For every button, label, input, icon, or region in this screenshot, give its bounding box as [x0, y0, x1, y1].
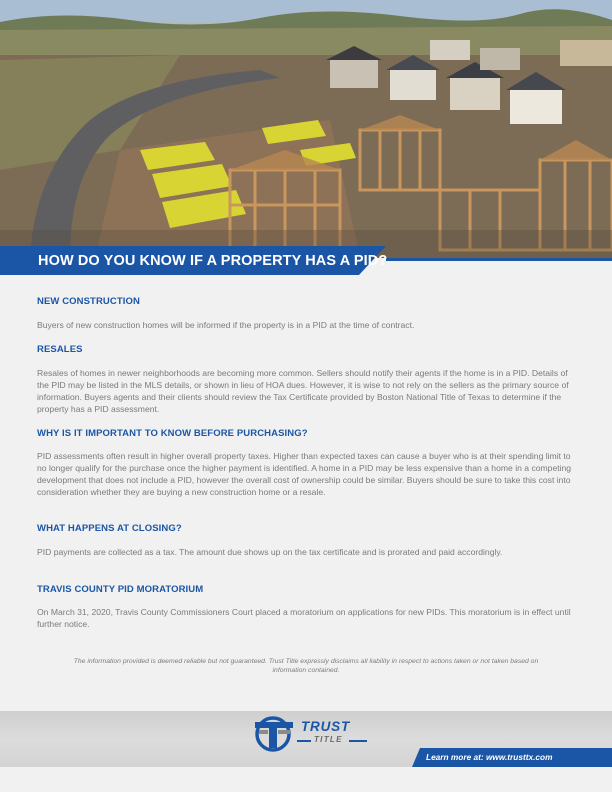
section-heading-closing: WHAT HAPPENS AT CLOSING? — [37, 523, 182, 534]
section-body-travis-county: On March 31, 2020, Travis County Commissioners Court placed a moratorium on applications for new PIDs. This moratorium is in effect until further notice. — [37, 607, 571, 630]
logo-line-right — [349, 740, 367, 742]
section-body-why-important: PID assessments often result in higher overall property taxes. Higher than expected taxes can cause a buyer who is at their spending limit to no longer qualify for the purchase once the higher payment is identified. A home in a PID may be less expensive than a home in a competing development that does not include a PID, however the overall cost of ownership could be similar. Buyers should be sure to take this cost into consideration whether they are buying a new construction home or a resale. — [37, 451, 572, 498]
logo-subtitle-text: TITLE — [314, 735, 343, 744]
disclaimer: The information provided is deemed reliable but not guaranteed. Trust Title expressly disclaims all liability in respect to actions taken or not taken based on information contained. — [73, 658, 539, 674]
logo-subtitle — [297, 734, 369, 746]
section-body-resales: Resales of homes in newer neighborhoods are becoming more common. Sellers should notify their agents if the home is in a PID. Details of the PID may be listed in the MLS details, or shown in lieu of HOA dues. However, it is wise to not rely on the sellers as the primary source of information. Buyers agents and their clients should review the Tax Certificate provided by Boston National Title of Texas to determine if the property has a PID assessment. — [37, 368, 569, 415]
title-rule — [386, 258, 612, 261]
section-heading-new-construction: NEW CONSTRUCTION — [37, 296, 140, 307]
page-title: HOW DO YOU KNOW IF A PROPERTY HAS A PID? — [38, 253, 388, 269]
section-heading-travis-county: TRAVIS COUNTY PID MORATORIUM — [37, 584, 204, 595]
section-body-new-construction: Buyers of new construction homes will be informed if the property is in a PID at the time of contract. — [37, 320, 415, 330]
section-body-closing: PID payments are collected as a tax. The amount due shows up on the tax certificate and is prorated and paid accordingly. — [37, 547, 503, 557]
logo-wordmark: TRUST — [301, 719, 350, 734]
section-heading-resales: RESALES — [37, 344, 83, 355]
website-link[interactable]: Learn more at: www.trusttx.com — [426, 752, 553, 762]
logo-line-left — [297, 740, 311, 742]
section-heading-why-important: WHY IS IT IMPORTANT TO KNOW BEFORE PURCHASING? — [37, 428, 308, 439]
trust-title-logo-icon — [253, 714, 297, 759]
hero-photo — [0, 0, 612, 258]
construction-site-illustration — [0, 0, 612, 258]
